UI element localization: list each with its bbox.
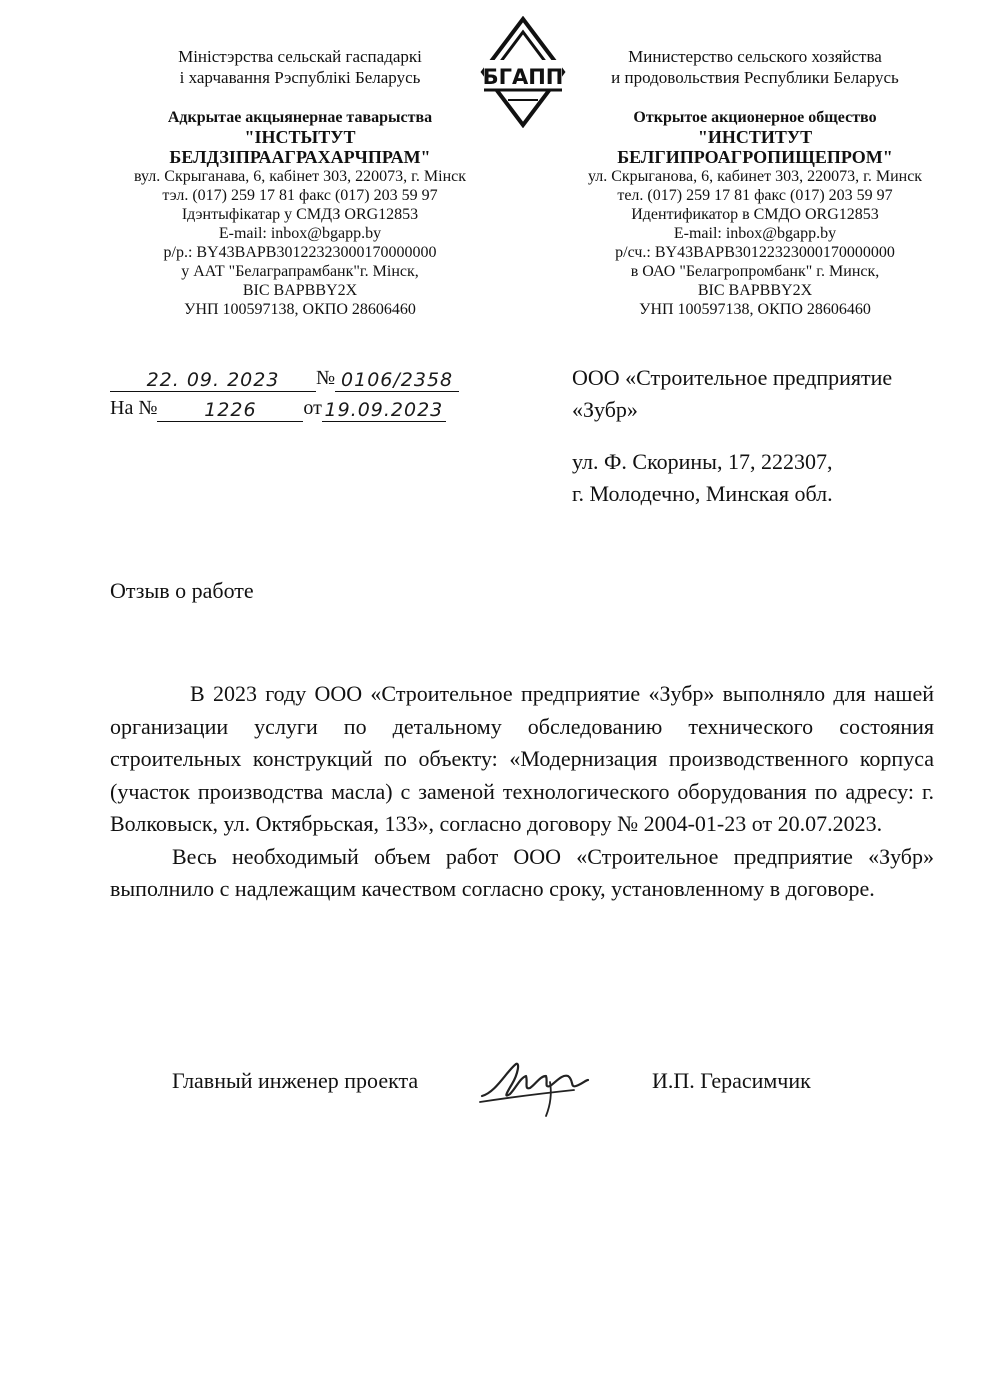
signatory-position: Главный инженер проекта bbox=[172, 1068, 419, 1093]
identifier-ru: Идентификатор в СМДО ORG12853 bbox=[631, 206, 879, 223]
logo-text: БГАПП bbox=[482, 65, 564, 89]
email-ru: E-mail: inbox@bgapp.by bbox=[673, 225, 837, 242]
addressee-line: г. Молодечно, Минская обл. bbox=[572, 481, 833, 506]
org-name-ru-1: "ИНСТИТУТ bbox=[697, 127, 813, 147]
email-by: E-mail: inbox@bgapp.by bbox=[218, 225, 382, 242]
bic-by: BIC BAPBBY2X bbox=[242, 282, 358, 299]
outgoing-reference bbox=[110, 362, 470, 422]
addressee-line: «Зубр» bbox=[572, 397, 638, 422]
signatory-name: И.П. Герасимчик bbox=[652, 1068, 811, 1093]
reply-label: На № bbox=[110, 397, 158, 419]
identifier-by: Ідэнтыфікатар у СМДЗ ORG12853 bbox=[181, 206, 419, 223]
org-type-by: Адкрытае акцыянернае таварыства bbox=[167, 109, 433, 126]
org-name-ru-2: БЕЛГИПРОАГРОПИЩЕПРОМ" bbox=[617, 147, 893, 167]
bank-by: у ААТ "Белаграпрамбанк"г. Мінск, bbox=[181, 263, 419, 280]
account-ru: р/сч.: BY43BAPB30122323000170000000 bbox=[615, 244, 895, 261]
body-paragraph: В 2023 году ООО «Строительное предприятие «Зубр» выполняло для нашей организации услуги по детальному обследованию технического состояния строительных конструкций по объекту: «Модернизация производственного корпуса (участок производства масла) с заменой технологического оборудования по адресу: г. Волковыск, ул. Октябрьская, 133», согласно договору № 2004-01-23 от 20.07.2023. bbox=[110, 681, 934, 836]
unp-ru: УНП 100597138, ОКПО 28606460 bbox=[639, 301, 871, 318]
ministry-line: Министерство сельского хозяйства bbox=[628, 47, 882, 66]
reply-reference-line bbox=[110, 392, 470, 422]
bic-ru: BIC BAPBBY2X bbox=[697, 282, 813, 299]
ministry-name-by bbox=[110, 46, 490, 88]
letter-subject: Отзыв о работе bbox=[110, 578, 254, 603]
letter-body bbox=[110, 678, 934, 906]
unp-by: УНП 100597138, ОКПО 28606460 bbox=[184, 301, 416, 318]
header-belarusian bbox=[110, 46, 490, 319]
bank-ru: в ОАО "Белагропромбанк" г. Минск, bbox=[630, 263, 880, 280]
bgapp-logo-icon bbox=[480, 16, 566, 128]
org-type-ru: Открытое акционерное общество bbox=[633, 109, 877, 126]
outgoing-date: 22. 09. 2023 bbox=[110, 369, 316, 392]
org-name-by-2: БЕЛДЗІПРААГРАХАРЧПРАМ" bbox=[169, 147, 431, 167]
ministry-line: Міністэрства сельскай гаспадаркі bbox=[178, 47, 422, 66]
outgoing-number: 0106/2358 bbox=[335, 369, 459, 392]
addressee-line: ул. Ф. Скорины, 17, 222307, bbox=[572, 449, 833, 474]
reply-date: 19.09.2023 bbox=[322, 399, 446, 422]
address-ru: ул. Скрыганова, 6, кабинет 303, 220073, г. Минск bbox=[587, 168, 923, 185]
ministry-line: і харчавання Рэспублікі Беларусь bbox=[179, 68, 421, 87]
body-paragraph: Весь необходимый объем работ ООО «Строительное предприятие «Зубр» выполнило с надлежащим качеством согласно сроку, установленному в договоре. bbox=[110, 843, 934, 901]
header-russian bbox=[560, 46, 950, 319]
handwritten-signature-icon bbox=[476, 1052, 591, 1122]
ministry-line: и продовольствия Республики Беларусь bbox=[611, 68, 899, 87]
from-label: от bbox=[303, 397, 322, 419]
number-label: № bbox=[316, 367, 336, 389]
outgoing-date-line bbox=[110, 362, 470, 392]
addressee-line: ООО «Строительное предприятие bbox=[572, 365, 893, 390]
address-by: вул. Скрыганава, 6, кабінет 303, 220073, г. Мінск bbox=[134, 168, 466, 185]
org-name-by-1: "ІНСТЫТУТ bbox=[244, 127, 356, 147]
reply-number: 1226 bbox=[157, 399, 303, 422]
phone-by: тэл. (017) 259 17 81 факс (017) 203 59 97 bbox=[162, 187, 438, 204]
phone-ru: тел. (017) 259 17 81 факс (017) 203 59 97 bbox=[617, 187, 893, 204]
ministry-name-ru bbox=[560, 46, 950, 88]
addressee-block bbox=[572, 362, 952, 510]
account-by: р/р.: BY43BAPB30122323000170000000 bbox=[163, 244, 437, 261]
